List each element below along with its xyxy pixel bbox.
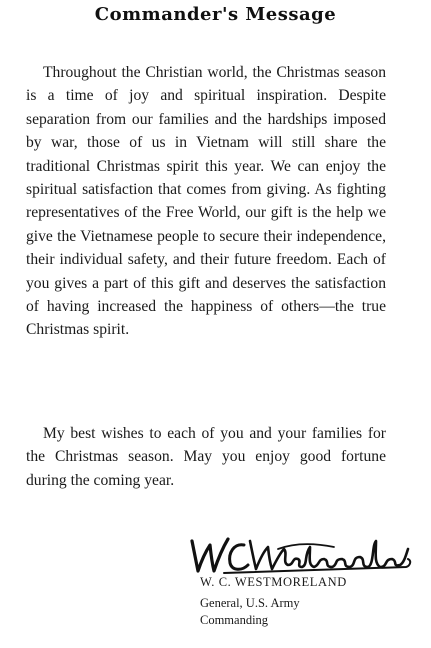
handwritten-signature — [184, 535, 416, 579]
message-paragraph-1: Throughout the Christian world, the Christmas season is a time of joy and spiritual inspiration. Despite separation from our families and the hardships imposed by war, those of us in Vietnam will still share the traditional Christmas spirit this year. We can enjoy the spiritual satisfaction that comes from giving. As fighting representatives of the Free World, our gift is the help we give the Vietnamese people to secure their independence, their individual safety, and their future freedom. Each of you gives a part of this gift and deserves the satisfaction of having increased the happiness of others—the true Christmas spirit. — [26, 64, 386, 339]
page-title: Commander's Message — [94, 4, 337, 25]
message-paragraph-2: My best wishes to each of you and your families for the Christmas season. May you enjoy good fortune during the coming year. — [26, 425, 386, 489]
signer-rank: General, U.S. Army — [200, 596, 300, 610]
signer-role: Commanding — [200, 613, 269, 627]
signer-name: W. C. WESTMORELAND — [200, 575, 347, 589]
